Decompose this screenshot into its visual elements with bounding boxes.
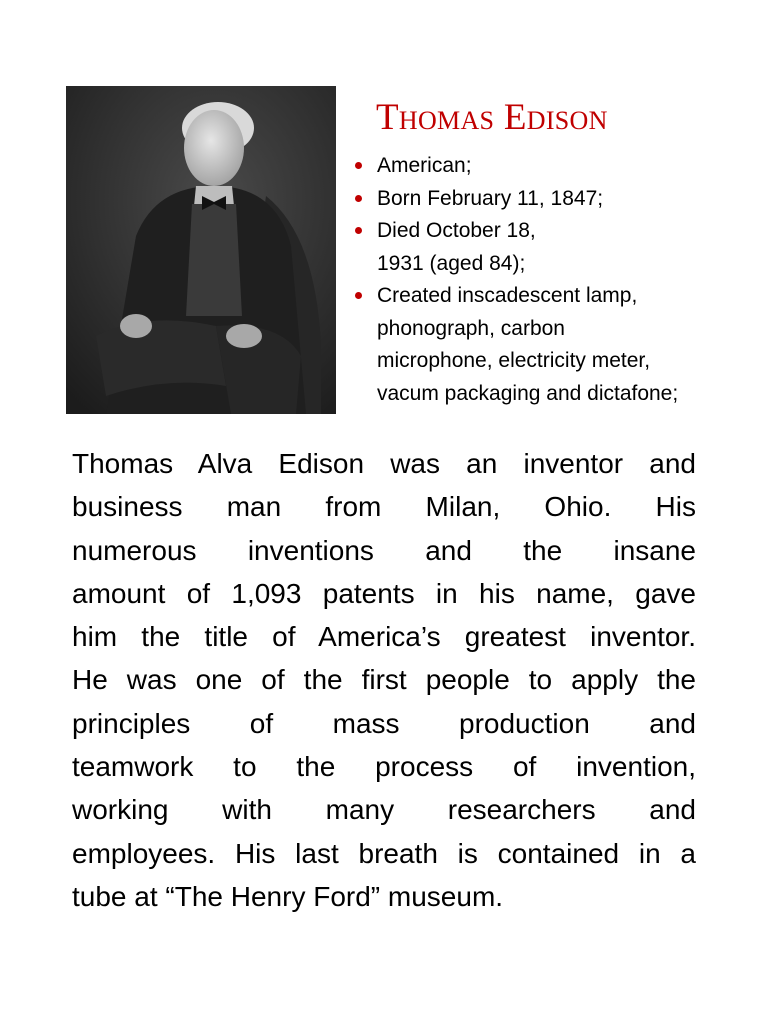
fact-line: microphone, electricity meter,: [377, 349, 651, 372]
bullet-icon: [355, 227, 362, 234]
paragraph-line: working with many researchers and: [72, 794, 696, 826]
fact-line: Born February 11, 1847;: [377, 186, 604, 210]
paragraph-line: teamwork to the process of invention,: [72, 751, 696, 783]
fact-item-died: [352, 215, 727, 280]
bullet-icon: [355, 195, 362, 202]
fact-line: vacum packaging and dictafone;: [377, 381, 679, 405]
paragraph-line: principles of mass production and: [72, 707, 696, 739]
bullet-icon: [355, 292, 362, 299]
fact-line: American;: [377, 154, 472, 177]
paragraph-line: He was one of the first people to apply the: [72, 664, 696, 696]
fact-list: [352, 150, 752, 410]
fact-item-inventions: [352, 280, 727, 410]
fact-item-nationality: [352, 150, 727, 183]
fact-line: Created inscadescent lamp,: [377, 284, 638, 307]
portrait-photo-image: [66, 86, 336, 414]
paragraph-line: numerous inventions and the insane: [72, 534, 696, 566]
paragraph-line: him the title of America’s greatest inventor.: [72, 621, 696, 653]
paragraph-line: employees. His last breath is contained in a: [72, 837, 696, 869]
biography-paragraph: [72, 442, 696, 918]
fact-line: 1931 (aged 84);: [377, 251, 526, 275]
paragraph-line: amount of 1,093 patents in his name, gave: [72, 577, 696, 609]
fact-line: phonograph, carbon: [377, 316, 565, 340]
fact-line: Died October 18,: [377, 219, 536, 242]
paragraph-line: business man from Milan, Ohio. His: [72, 491, 696, 523]
page-title: Thomas Edison: [376, 97, 608, 138]
paragraph-line: Thomas Alva Edison was an inventor and: [72, 448, 696, 479]
paragraph-line: tube at “The Henry Ford” museum.: [72, 880, 504, 912]
bullet-icon: [355, 162, 362, 169]
fact-item-born: [352, 183, 727, 216]
portrait-photo: [66, 86, 336, 414]
